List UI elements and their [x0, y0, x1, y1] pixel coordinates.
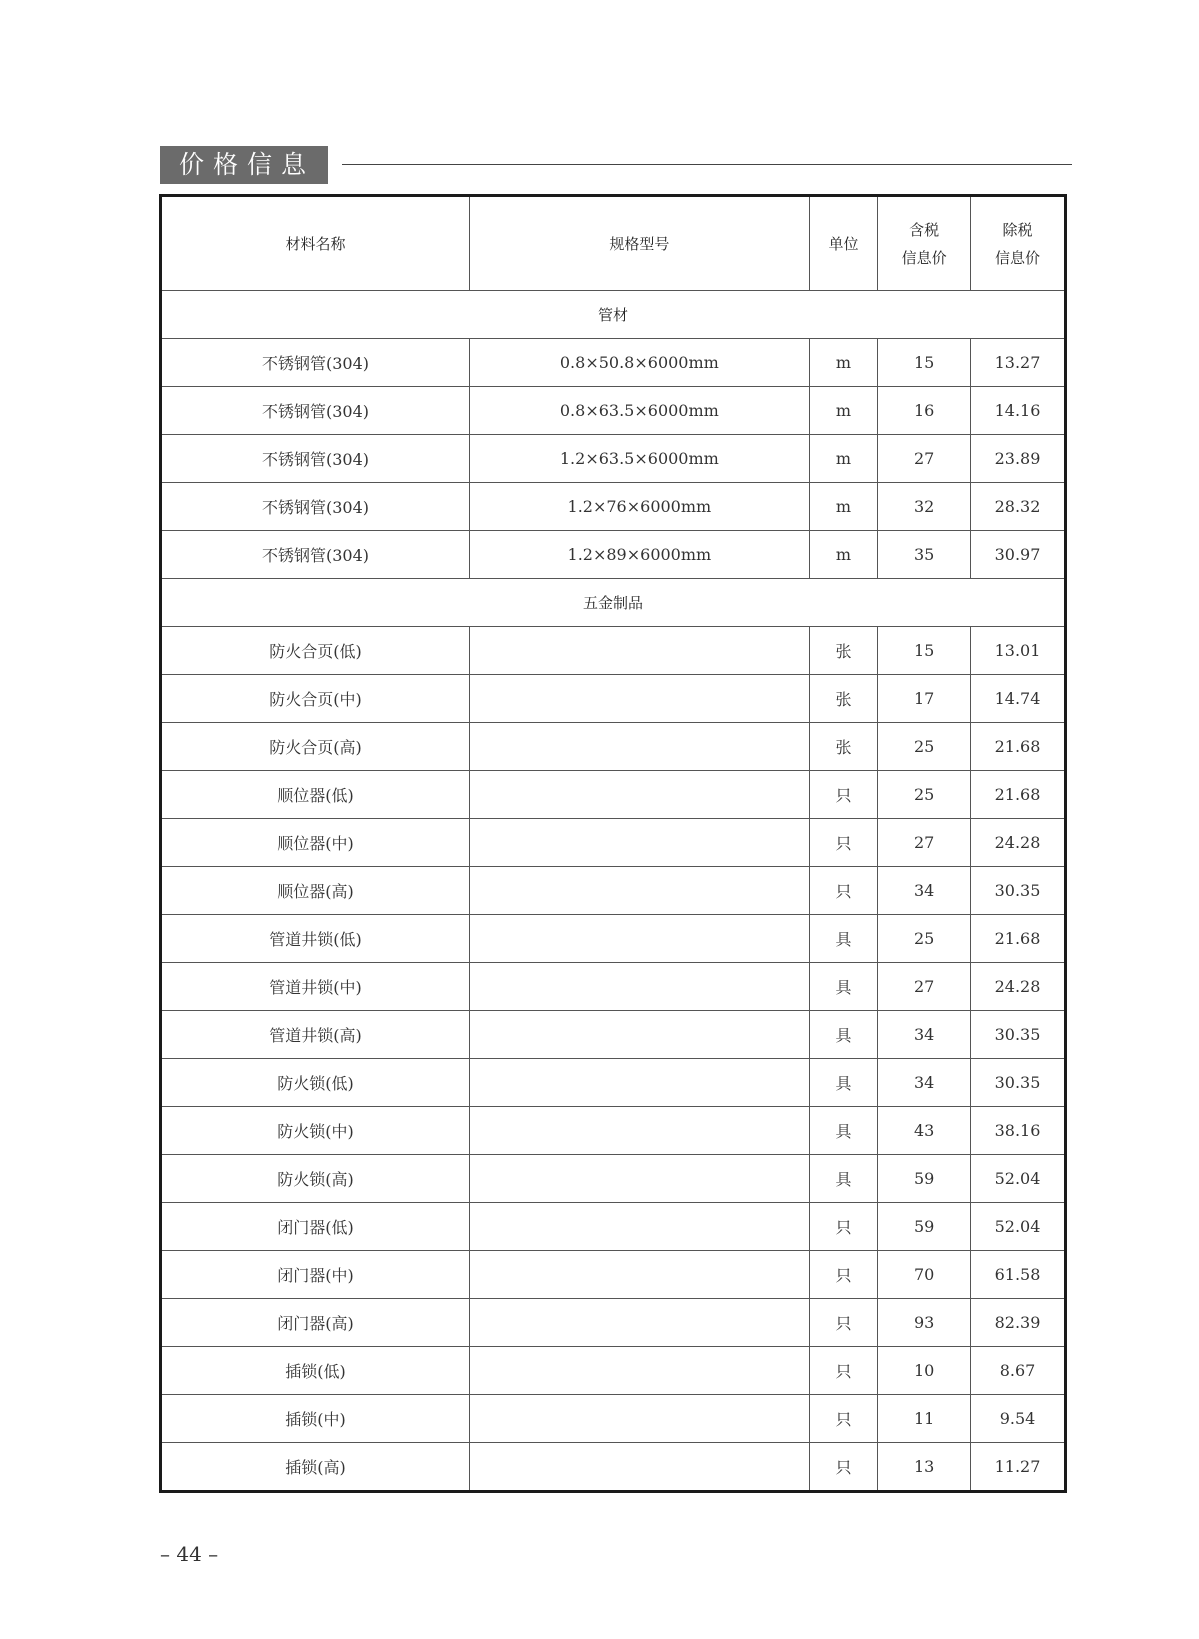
cell-tax-incl-price: 16 [878, 387, 971, 435]
cell-unit: 只 [809, 771, 878, 819]
cell-tax-excl-price: 52.04 [971, 1155, 1066, 1203]
cell-spec [470, 1395, 810, 1443]
cell-tax-excl-price: 21.68 [971, 771, 1066, 819]
cell-spec: 0.8×63.5×6000mm [470, 387, 810, 435]
cell-spec [470, 675, 810, 723]
cell-spec [470, 1347, 810, 1395]
cell-tax-excl-price: 30.97 [971, 531, 1066, 579]
table-row [161, 1107, 1066, 1155]
cell-spec [470, 867, 810, 915]
cell-material: 顺位器(高) [161, 867, 470, 915]
cell-material: 闭门器(中) [161, 1251, 470, 1299]
table-row [161, 1347, 1066, 1395]
cell-tax-incl-price: 17 [878, 675, 971, 723]
cell-tax-incl-price: 35 [878, 531, 971, 579]
cell-unit: 具 [809, 1107, 878, 1155]
cell-unit: m [809, 483, 878, 531]
cell-material: 不锈钢管(304) [161, 387, 470, 435]
table-row [161, 531, 1066, 579]
cell-tax-excl-price: 21.68 [971, 915, 1066, 963]
cell-unit: 具 [809, 1155, 878, 1203]
cell-tax-excl-price: 9.54 [971, 1395, 1066, 1443]
cell-unit: 只 [809, 867, 878, 915]
table-row [161, 339, 1066, 387]
cell-material: 插锁(中) [161, 1395, 470, 1443]
cell-unit: m [809, 339, 878, 387]
cell-tax-incl-price: 34 [878, 1011, 971, 1059]
cell-tax-incl-price: 34 [878, 1059, 971, 1107]
cell-spec [470, 1203, 810, 1251]
cell-tax-incl-price: 27 [878, 963, 971, 1011]
category-row [161, 579, 1066, 627]
cell-spec [470, 915, 810, 963]
cell-tax-incl-price: 13 [878, 1443, 971, 1492]
cell-unit: 只 [809, 1203, 878, 1251]
cell-tax-excl-price: 52.04 [971, 1203, 1066, 1251]
cell-tax-incl-price: 15 [878, 627, 971, 675]
cell-unit: 只 [809, 1395, 878, 1443]
table-row [161, 1299, 1066, 1347]
cell-material: 插锁(低) [161, 1347, 470, 1395]
cell-unit: m [809, 435, 878, 483]
section-header [160, 146, 1072, 184]
table-row [161, 435, 1066, 483]
cell-tax-incl-price: 59 [878, 1203, 971, 1251]
cell-spec [470, 963, 810, 1011]
cell-unit: 张 [809, 723, 878, 771]
header-rule [342, 164, 1072, 165]
cell-tax-incl-price: 32 [878, 483, 971, 531]
cell-unit: 具 [809, 915, 878, 963]
cell-tax-incl-price: 10 [878, 1347, 971, 1395]
cell-tax-incl-price: 25 [878, 771, 971, 819]
cell-tax-incl-price: 25 [878, 723, 971, 771]
cell-tax-excl-price: 13.01 [971, 627, 1066, 675]
page-number: – 44 – [160, 1542, 219, 1566]
cell-unit: 具 [809, 1011, 878, 1059]
table-row [161, 867, 1066, 915]
category-row [161, 291, 1066, 339]
cell-tax-excl-price: 38.16 [971, 1107, 1066, 1155]
cell-tax-excl-price: 24.28 [971, 819, 1066, 867]
category-label: 五金制品 [161, 579, 1066, 627]
cell-material: 防火合页(中) [161, 675, 470, 723]
cell-tax-excl-price: 21.68 [971, 723, 1066, 771]
cell-unit: 张 [809, 675, 878, 723]
cell-unit: m [809, 531, 878, 579]
cell-spec [470, 723, 810, 771]
cell-unit: 张 [809, 627, 878, 675]
cell-unit: 具 [809, 963, 878, 1011]
cell-spec: 0.8×50.8×6000mm [470, 339, 810, 387]
cell-material: 管道井锁(低) [161, 915, 470, 963]
cell-material: 防火锁(高) [161, 1155, 470, 1203]
cell-tax-incl-price: 34 [878, 867, 971, 915]
cell-material: 管道井锁(中) [161, 963, 470, 1011]
cell-tax-excl-price: 82.39 [971, 1299, 1066, 1347]
cell-tax-incl-price: 25 [878, 915, 971, 963]
cell-tax-incl-price: 59 [878, 1155, 971, 1203]
table-row [161, 1395, 1066, 1443]
cell-unit: 只 [809, 1251, 878, 1299]
cell-spec [470, 819, 810, 867]
cell-spec [470, 1155, 810, 1203]
cell-unit: m [809, 387, 878, 435]
cell-material: 防火合页(高) [161, 723, 470, 771]
table-row [161, 771, 1066, 819]
section-title: 价格信息 [160, 146, 328, 184]
table-row [161, 675, 1066, 723]
cell-unit: 只 [809, 1347, 878, 1395]
cell-tax-excl-price: 13.27 [971, 339, 1066, 387]
cell-spec: 1.2×89×6000mm [470, 531, 810, 579]
cell-spec [470, 1059, 810, 1107]
table-row [161, 483, 1066, 531]
cell-unit: 只 [809, 1443, 878, 1492]
cell-material: 顺位器(中) [161, 819, 470, 867]
table-row [161, 1251, 1066, 1299]
cell-spec [470, 1299, 810, 1347]
cell-spec: 1.2×63.5×6000mm [470, 435, 810, 483]
cell-tax-excl-price: 11.27 [971, 1443, 1066, 1492]
column-header-unit: 单位 [809, 196, 878, 291]
cell-tax-excl-price: 8.67 [971, 1347, 1066, 1395]
cell-material: 不锈钢管(304) [161, 483, 470, 531]
table-row [161, 627, 1066, 675]
cell-material: 不锈钢管(304) [161, 339, 470, 387]
cell-material: 管道井锁(高) [161, 1011, 470, 1059]
cell-material: 不锈钢管(304) [161, 531, 470, 579]
cell-tax-excl-price: 30.35 [971, 1011, 1066, 1059]
table-row [161, 915, 1066, 963]
cell-tax-excl-price: 14.74 [971, 675, 1066, 723]
cell-spec [470, 1011, 810, 1059]
cell-spec [470, 771, 810, 819]
cell-unit: 只 [809, 1299, 878, 1347]
cell-tax-excl-price: 24.28 [971, 963, 1066, 1011]
table-header-row [161, 196, 1066, 291]
table-row [161, 1155, 1066, 1203]
cell-tax-incl-price: 43 [878, 1107, 971, 1155]
cell-material: 顺位器(低) [161, 771, 470, 819]
table-row [161, 1011, 1066, 1059]
cell-tax-excl-price: 23.89 [971, 435, 1066, 483]
cell-material: 闭门器(高) [161, 1299, 470, 1347]
cell-tax-excl-price: 28.32 [971, 483, 1066, 531]
cell-spec [470, 627, 810, 675]
cell-unit: 只 [809, 819, 878, 867]
cell-material: 不锈钢管(304) [161, 435, 470, 483]
cell-tax-incl-price: 27 [878, 819, 971, 867]
column-header-tax-incl-price: 含税 信息价 [878, 196, 971, 291]
cell-spec: 1.2×76×6000mm [470, 483, 810, 531]
price-table [159, 194, 1067, 1493]
cell-material: 闭门器(低) [161, 1203, 470, 1251]
table-row [161, 1059, 1066, 1107]
cell-tax-excl-price: 14.16 [971, 387, 1066, 435]
cell-unit: 具 [809, 1059, 878, 1107]
column-header-tax-excl-price: 除税 信息价 [971, 196, 1066, 291]
cell-spec [470, 1107, 810, 1155]
column-header-material: 材料名称 [161, 196, 470, 291]
cell-material: 防火锁(低) [161, 1059, 470, 1107]
column-header-spec: 规格型号 [470, 196, 810, 291]
category-label: 管材 [161, 291, 1066, 339]
cell-tax-incl-price: 27 [878, 435, 971, 483]
cell-tax-incl-price: 15 [878, 339, 971, 387]
table-row [161, 1443, 1066, 1492]
cell-tax-incl-price: 93 [878, 1299, 971, 1347]
cell-tax-excl-price: 30.35 [971, 867, 1066, 915]
cell-tax-excl-price: 30.35 [971, 1059, 1066, 1107]
cell-material: 防火锁(中) [161, 1107, 470, 1155]
table-row [161, 819, 1066, 867]
cell-spec [470, 1251, 810, 1299]
cell-tax-incl-price: 11 [878, 1395, 971, 1443]
cell-tax-excl-price: 61.58 [971, 1251, 1066, 1299]
table-row [161, 723, 1066, 771]
cell-spec [470, 1443, 810, 1492]
cell-material: 防火合页(低) [161, 627, 470, 675]
table-row [161, 963, 1066, 1011]
table-row [161, 1203, 1066, 1251]
cell-tax-incl-price: 70 [878, 1251, 971, 1299]
cell-material: 插锁(高) [161, 1443, 470, 1492]
table-row [161, 387, 1066, 435]
